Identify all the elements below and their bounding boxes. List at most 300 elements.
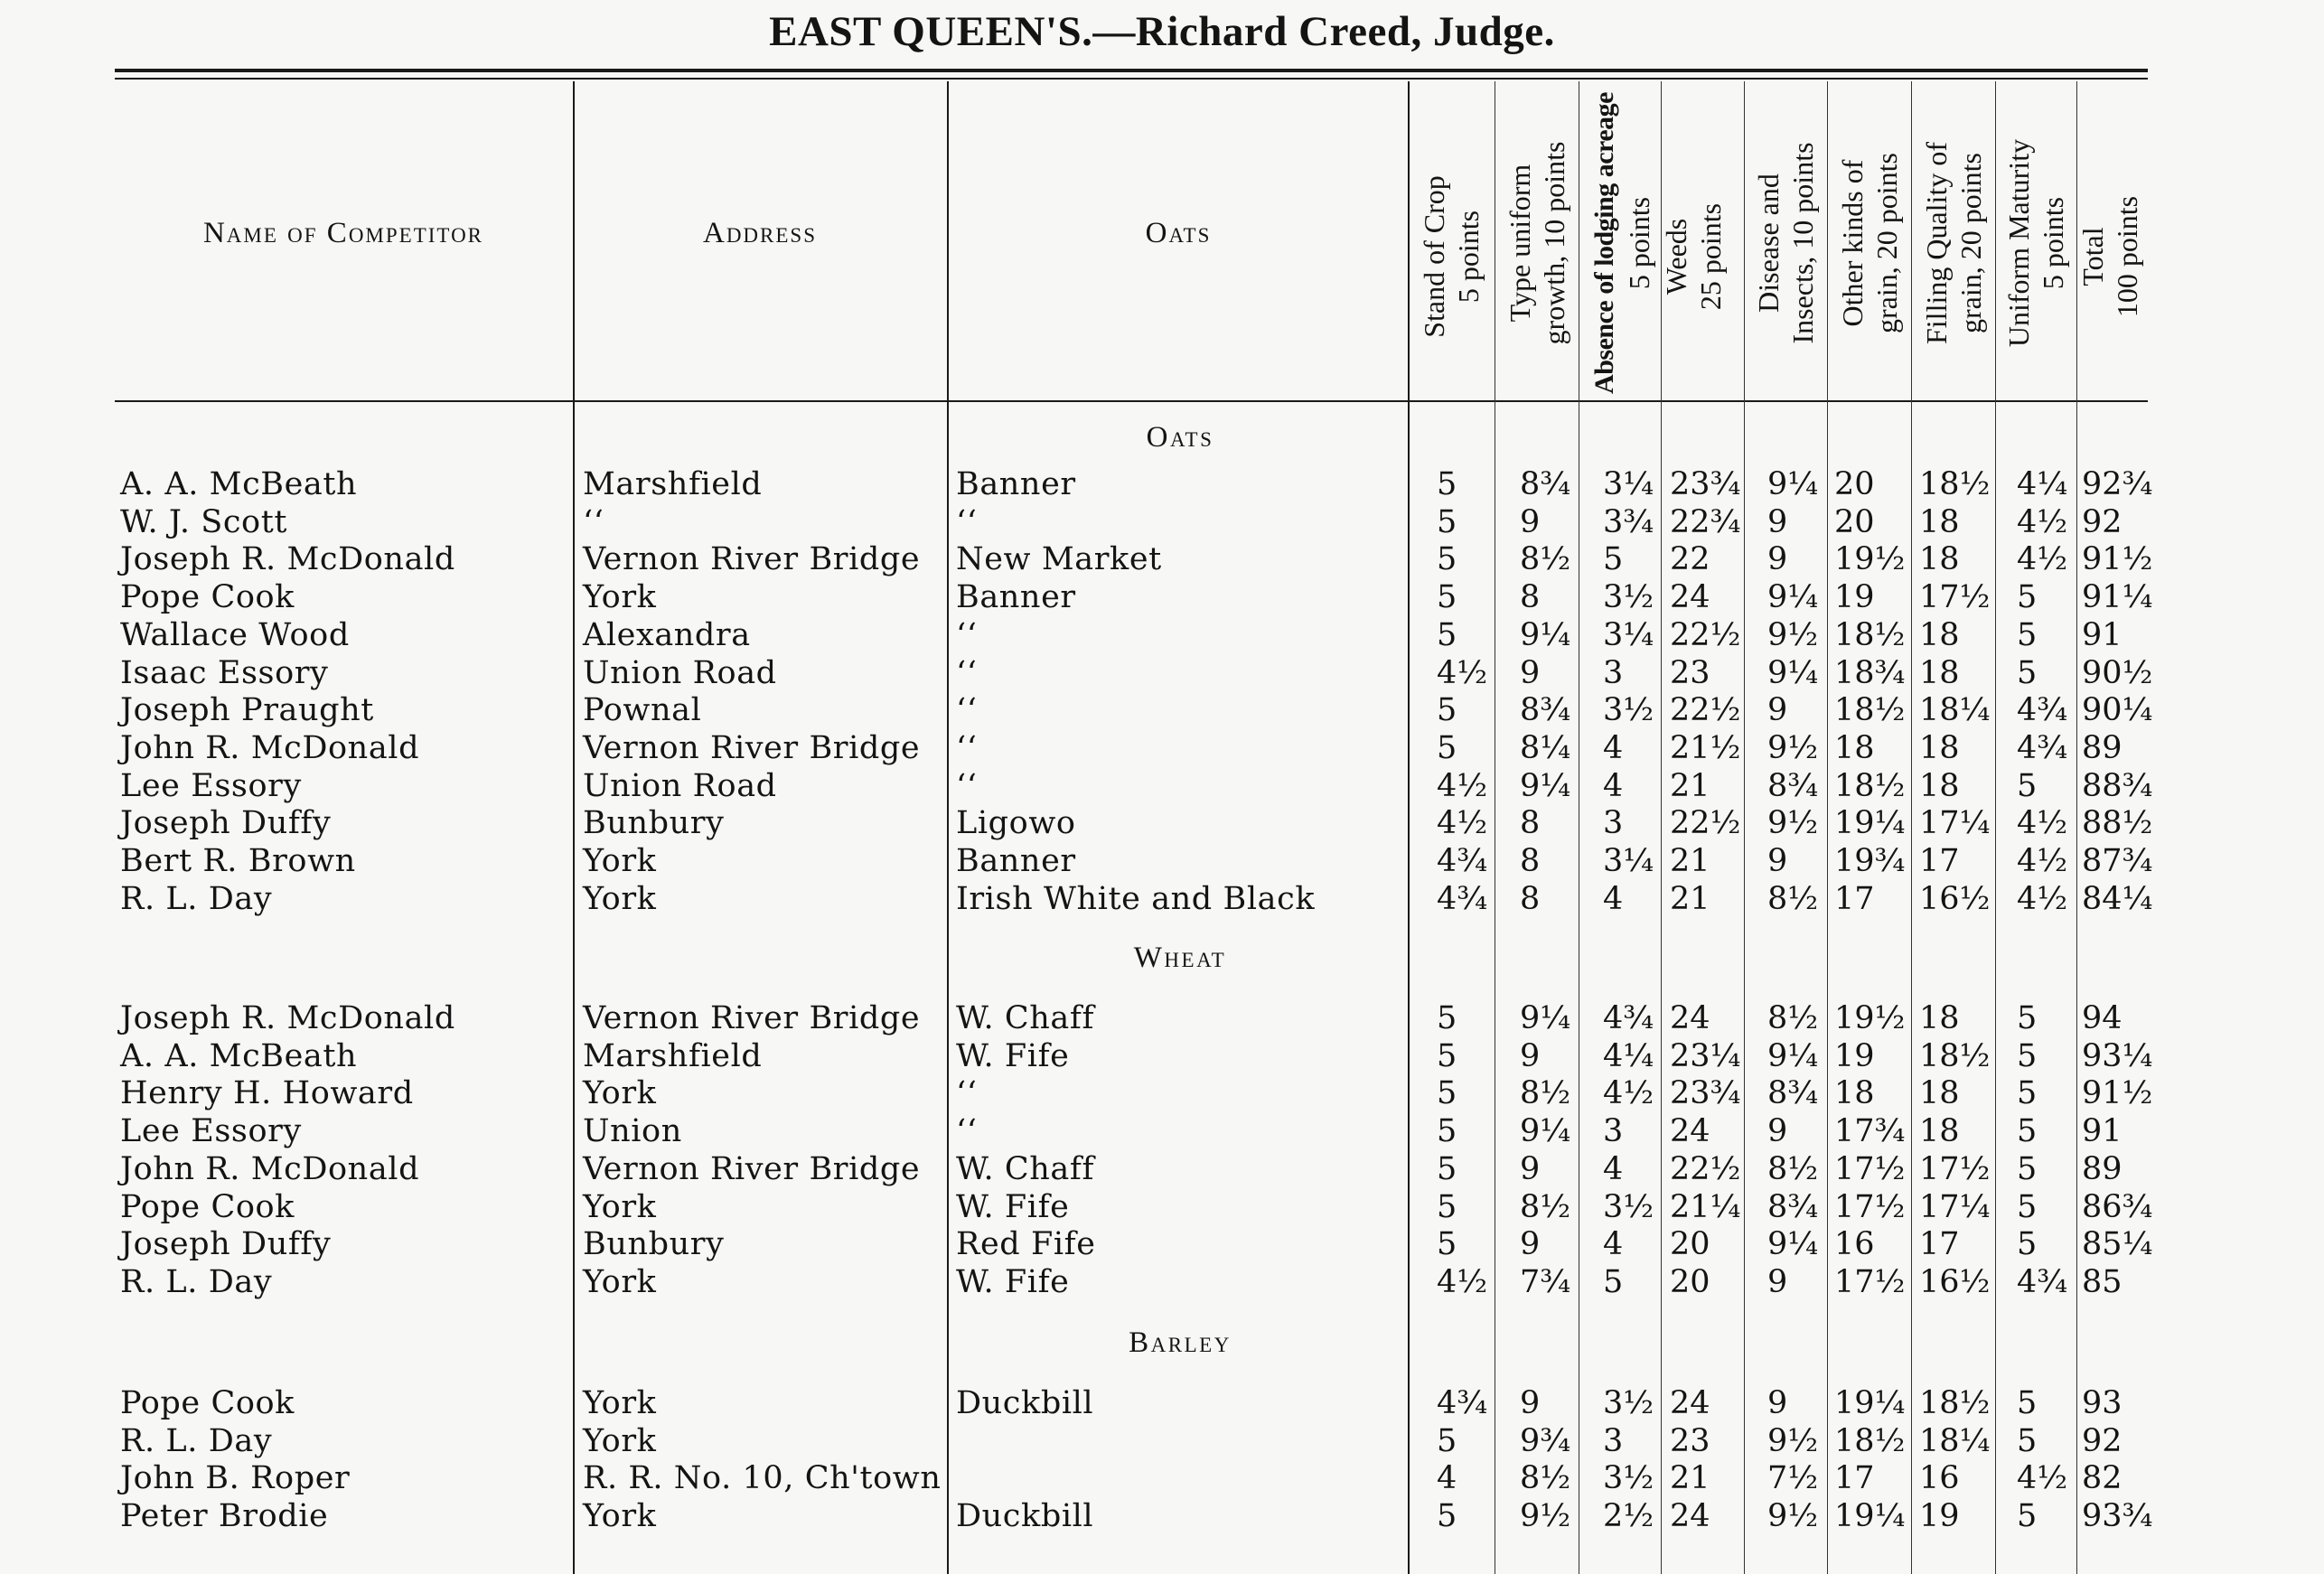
maturity-score: 4¾ [2017,729,2068,766]
competitor-name: Bert R. Brown [120,843,356,879]
type-score: 8½ [1520,541,1571,578]
weeds-score: 21¼ [1670,1188,1741,1225]
stand-score: 5 [1437,729,1457,766]
competitor-name: R. L. Day [120,1422,273,1459]
table-row [0,843,2324,879]
header-lodging: Absence of lodging acreage 5 points [1589,92,1655,394]
other-grain-score: 18½ [1834,692,1906,729]
stand-score: 4 [1437,1460,1457,1497]
address: Marshfield [583,466,763,502]
type-score: 8¾ [1520,692,1571,729]
address: York [583,1385,657,1421]
other-grain-score: 17½ [1834,1263,1906,1300]
disease-score: 9¼ [1767,1037,1819,1074]
filling-score: 18 [1919,729,1960,766]
filling-score: 17½ [1919,579,1991,616]
maturity-score: 5 [2017,1075,2038,1112]
stand-score: 5 [1437,1150,1457,1187]
stand-score: 4½ [1437,767,1488,804]
type-score: 8 [1520,880,1541,917]
filling-score: 16½ [1919,880,1991,917]
weeds-score: 23 [1670,654,1710,691]
disease-score: 8½ [1767,880,1819,917]
variety: Banner [956,466,1076,502]
address: York [583,1263,657,1300]
disease-score: 9¼ [1767,654,1819,691]
filling-score: 17 [1919,1226,1960,1263]
maturity-score: 5 [2017,1498,2038,1535]
header-type: Type uniform growth, 10 points [1504,141,1570,345]
maturity-score: 5 [2017,1037,2038,1074]
competitor-name: Joseph Duffy [120,805,332,842]
disease-score: 9 [1767,1263,1788,1300]
table-row [0,768,2324,804]
total-score: 84¼ [2082,880,2153,917]
lodging-score: 3¼ [1603,466,1654,502]
disease-score: 9 [1767,843,1788,879]
maturity-score: 5 [2017,579,2038,616]
other-grain-score: 19½ [1834,1000,1906,1036]
maturity-score: 5 [2017,1422,2038,1459]
weeds-score: 24 [1670,579,1710,616]
table-row [0,1038,2324,1074]
lodging-score: 4 [1603,1226,1624,1263]
filling-score: 16½ [1919,1263,1991,1300]
competitor-name: R. L. Day [120,880,273,917]
address: York [583,579,657,616]
maturity-score: 4½ [2017,805,2068,842]
address: R. R. No. 10, Ch'town [583,1460,942,1497]
lodging-score: 3 [1603,805,1624,842]
disease-score: 9¼ [1767,1226,1819,1263]
variety: W. Chaff [956,1150,1095,1187]
other-grain-score: 19¼ [1834,805,1906,842]
other-grain-score: 18½ [1834,616,1906,653]
header-maturity: Uniform Maturity 5 points [2002,138,2069,348]
address: York [583,1188,657,1225]
stand-score: 5 [1437,1037,1457,1074]
disease-score: 9¼ [1767,466,1819,502]
table-row [0,730,2324,766]
header-address: Address [702,217,818,249]
stand-score: 5 [1437,616,1457,653]
filling-score: 18½ [1919,1037,1991,1074]
total-score: 93¼ [2082,1037,2153,1074]
total-score: 92 [2082,503,2123,540]
variety: ‘‘ [956,729,978,766]
maturity-score: 5 [2017,1188,2038,1225]
weeds-score: 24 [1670,1000,1710,1036]
other-grain-score: 17½ [1834,1188,1906,1225]
other-grain-score: 20 [1834,503,1875,540]
disease-score: 9½ [1767,729,1819,766]
type-score: 8¾ [1520,466,1571,502]
type-score: 8½ [1520,1075,1571,1112]
other-grain-score: 19 [1834,1037,1875,1074]
type-score: 8 [1520,805,1541,842]
weeds-score: 23¾ [1670,1075,1741,1112]
competitor-name: Wallace Wood [120,616,350,653]
other-grain-score: 17¾ [1834,1113,1906,1150]
type-score: 9 [1520,1150,1541,1187]
maturity-score: 5 [2017,1000,2038,1036]
maturity-score: 5 [2017,1385,2038,1421]
table-row [0,466,2324,502]
lodging-score: 3 [1603,1113,1624,1150]
disease-score: 8¾ [1767,1075,1819,1112]
table-row [0,1075,2324,1111]
stand-score: 4½ [1437,805,1488,842]
disease-score: 9 [1767,541,1788,578]
competitor-name: John R. McDonald [120,1150,420,1187]
address: Marshfield [583,1037,763,1074]
weeds-score: 22½ [1670,692,1741,729]
type-score: 9¼ [1520,1000,1571,1036]
total-score: 85¼ [2082,1226,2153,1263]
type-score: 8¼ [1520,729,1571,766]
disease-score: 9½ [1767,1422,1819,1459]
type-score: 9 [1520,1226,1541,1263]
table-row [0,541,2324,577]
total-score: 91½ [2082,541,2153,578]
variety: ‘‘ [956,503,978,540]
stand-score: 5 [1437,1075,1457,1112]
total-score: 92¾ [2082,466,2153,502]
type-score: 9 [1520,503,1541,540]
competitor-name: John B. Roper [120,1460,351,1497]
maturity-score: 5 [2017,1113,2038,1150]
other-grain-score: 20 [1834,466,1875,502]
type-score: 9¾ [1520,1422,1571,1459]
stand-score: 5 [1437,692,1457,729]
address: Bunbury [583,1226,725,1263]
table-row [0,1113,2324,1149]
lodging-score: 4¼ [1603,1037,1654,1074]
table-row [0,1460,2324,1496]
other-grain-score: 18¾ [1834,654,1906,691]
variety: W. Fife [956,1188,1070,1225]
filling-score: 18 [1919,503,1960,540]
type-score: 8½ [1520,1460,1571,1497]
filling-score: 17½ [1919,1150,1991,1187]
variety: W. Fife [956,1037,1070,1074]
stand-score: 5 [1437,466,1457,502]
header-total: Total 100 points [2076,195,2143,318]
filling-score: 18 [1919,1000,1960,1036]
maturity-score: 5 [2017,616,2038,653]
variety: Banner [956,843,1076,879]
other-grain-score: 19 [1834,579,1875,616]
stand-score: 4¾ [1437,1385,1488,1421]
weeds-score: 21 [1670,767,1710,804]
header-filling: Filling Quality of grain, 20 points [1920,142,1987,344]
header-disease: Disease and Insects, 10 points [1752,142,1819,344]
address: Alexandra [583,616,751,653]
disease-score: 9½ [1767,616,1819,653]
other-grain-score: 19½ [1834,541,1906,578]
disease-score: 8½ [1767,1150,1819,1187]
stand-score: 5 [1437,1498,1457,1535]
table-row [0,805,2324,841]
stand-score: 5 [1437,1113,1457,1150]
maturity-score: 5 [2017,767,2038,804]
address: York [583,1498,657,1535]
filling-score: 17 [1919,843,1960,879]
total-score: 91 [2082,1113,2123,1150]
stand-score: 4½ [1437,654,1488,691]
other-grain-score: 18½ [1834,1422,1906,1459]
other-grain-score: 17½ [1834,1150,1906,1187]
filling-score: 16 [1919,1460,1960,1497]
section-heading-wheat: Wheat [1133,942,1227,974]
weeds-score: 22¾ [1670,503,1741,540]
variety: ‘‘ [956,616,978,653]
variety: ‘‘ [956,767,978,804]
variety: Red Fife [956,1226,1096,1263]
lodging-score: 4¾ [1603,1000,1654,1036]
competitor-name: Joseph R. McDonald [120,1000,455,1036]
competitor-name: Joseph R. McDonald [120,541,455,578]
disease-score: 9 [1767,1113,1788,1150]
other-grain-score: 17 [1834,880,1875,917]
page-title: EAST QUEEN'S.—Richard Creed, Judge. [769,8,1555,55]
total-score: 88¾ [2082,767,2153,804]
weeds-score: 21 [1670,880,1710,917]
address: York [583,843,657,879]
disease-score: 9½ [1767,805,1819,842]
total-score: 93¾ [2082,1498,2153,1535]
maturity-score: 4½ [2017,880,2068,917]
type-score: 9¼ [1520,1113,1571,1150]
maturity-score: 5 [2017,1226,2038,1263]
type-score: 8 [1520,843,1541,879]
weeds-score: 22½ [1670,805,1741,842]
weeds-score: 21½ [1670,729,1741,766]
lodging-score: 3½ [1603,1188,1654,1225]
address: ‘‘ [583,503,604,540]
competitor-name: Isaac Essory [120,654,329,691]
address: Union [583,1113,682,1150]
table-row [0,1151,2324,1187]
weeds-score: 22 [1670,541,1710,578]
type-score: 9 [1520,1385,1541,1421]
lodging-score: 3¾ [1603,503,1654,540]
stand-score: 5 [1437,1226,1457,1263]
address: York [583,1075,657,1112]
weeds-score: 22½ [1670,616,1741,653]
filling-score: 19 [1919,1498,1960,1535]
filling-score: 18½ [1919,1385,1991,1421]
lodging-score: 4 [1603,729,1624,766]
lodging-score: 4 [1603,880,1624,917]
address: Bunbury [583,805,725,842]
lodging-score: 5 [1603,1263,1624,1300]
other-grain-score: 18 [1834,729,1875,766]
stand-score: 4½ [1437,1263,1488,1300]
competitor-name: Lee Essory [120,1113,302,1150]
total-score: 94 [2082,1000,2123,1036]
total-score: 86¾ [2082,1188,2153,1225]
header-stand: Stand of Crop 5 points [1418,175,1485,338]
other-grain-score: 19¼ [1834,1498,1906,1535]
table-row [0,1226,2324,1262]
filling-score: 18½ [1919,466,1991,502]
filling-score: 17¼ [1919,1188,1991,1225]
other-grain-score: 17 [1834,1460,1875,1497]
table-row [0,1385,2324,1421]
table-row [0,1264,2324,1300]
filling-score: 18¼ [1919,692,1991,729]
type-score: 8½ [1520,1188,1571,1225]
table-row [0,881,2324,917]
other-grain-score: 16 [1834,1226,1875,1263]
variety: Duckbill [956,1385,1094,1421]
variety: Banner [956,579,1076,616]
address: York [583,880,657,917]
top-double-rule-upper [115,69,2148,72]
type-score: 9 [1520,654,1541,691]
lodging-score: 4 [1603,1150,1624,1187]
maturity-score: 5 [2017,1150,2038,1187]
total-score: 82 [2082,1460,2123,1497]
lodging-score: 4 [1603,767,1624,804]
total-score: 91¼ [2082,579,2153,616]
disease-score: 9½ [1767,1498,1819,1535]
address: Pownal [583,692,702,729]
weeds-score: 20 [1670,1226,1710,1263]
variety: Duckbill [956,1498,1094,1535]
filling-score: 18 [1919,654,1960,691]
stand-score: 5 [1437,579,1457,616]
competitor-name: Joseph Duffy [120,1226,332,1263]
variety: ‘‘ [956,692,978,729]
disease-score: 8¾ [1767,767,1819,804]
filling-score: 18 [1919,767,1960,804]
variety: New Market [956,541,1162,578]
maturity-score: 4½ [2017,541,2068,578]
weeds-score: 24 [1670,1385,1710,1421]
total-score: 89 [2082,1150,2123,1187]
header-other-grain: Other kinds of grain, 20 points [1836,153,1903,333]
lodging-score: 4½ [1603,1075,1654,1112]
total-score: 85 [2082,1263,2123,1300]
lodging-score: 3¼ [1603,616,1654,653]
filling-score: 18 [1919,616,1960,653]
variety: ‘‘ [956,1075,978,1112]
maturity-score: 4¾ [2017,1263,2068,1300]
disease-score: 8¾ [1767,1188,1819,1225]
variety: Ligowo [956,805,1076,842]
type-score: 7¾ [1520,1263,1571,1300]
total-score: 92 [2082,1422,2123,1459]
table-row [0,1498,2324,1534]
table-row [0,579,2324,615]
lodging-score: 3½ [1603,692,1654,729]
weeds-score: 21 [1670,843,1710,879]
type-score: 9 [1520,1037,1541,1074]
competitor-name: A. A. McBeath [120,466,358,502]
filling-score: 18 [1919,1113,1960,1150]
address: Vernon River Bridge [583,541,921,578]
weeds-score: 24 [1670,1498,1710,1535]
address: Vernon River Bridge [583,1150,921,1187]
disease-score: 9 [1767,1385,1788,1421]
address: York [583,1422,657,1459]
variety: W. Chaff [956,1000,1095,1036]
stand-score: 4¾ [1437,880,1488,917]
total-score: 91 [2082,616,2123,653]
type-score: 8 [1520,579,1541,616]
competitor-name: Joseph Praught [120,692,374,729]
variety: ‘‘ [956,654,978,691]
total-score: 93 [2082,1385,2123,1421]
lodging-score: 2½ [1603,1498,1654,1535]
stand-score: 5 [1437,1000,1457,1036]
filling-score: 18 [1919,1075,1960,1112]
section-heading-barley: Barley [1129,1326,1232,1359]
competitor-name: A. A. McBeath [120,1037,358,1074]
disease-score: 8½ [1767,1000,1819,1036]
filling-score: 18 [1919,541,1960,578]
weeds-score: 20 [1670,1263,1710,1300]
type-score: 9¼ [1520,616,1571,653]
table-row [0,617,2324,653]
total-score: 90½ [2082,654,2153,691]
filling-score: 18¼ [1919,1422,1991,1459]
maturity-score: 4½ [2017,503,2068,540]
weeds-score: 23 [1670,1422,1710,1459]
competitor-name: Pope Cook [120,1385,295,1421]
table-row [0,692,2324,728]
lodging-score: 3¼ [1603,843,1654,879]
header-weeds: Weeds 25 points [1660,202,1727,311]
stand-score: 5 [1437,1422,1457,1459]
lodging-score: 5 [1603,541,1624,578]
weeds-score: 23¼ [1670,1037,1741,1074]
section-heading-oats: Oats [1146,421,1214,454]
disease-score: 9 [1767,692,1788,729]
weeds-score: 21 [1670,1460,1710,1497]
table-row [0,1189,2324,1225]
stand-score: 5 [1437,1188,1457,1225]
header-name: Name of Competitor [202,217,484,249]
variety: Irish White and Black [956,880,1316,917]
other-grain-score: 18½ [1834,767,1906,804]
other-grain-score: 18 [1834,1075,1875,1112]
table-row [0,1000,2324,1036]
competitor-name: W. J. Scott [120,503,288,540]
competitor-name: Henry H. Howard [120,1075,414,1112]
table-row [0,504,2324,540]
competitor-name: Pope Cook [120,1188,295,1225]
filling-score: 17¼ [1919,805,1991,842]
competitor-name: Peter Brodie [120,1498,329,1535]
variety: ‘‘ [956,1113,978,1150]
weeds-score: 24 [1670,1113,1710,1150]
maturity-score: 4½ [2017,843,2068,879]
competitor-name: Lee Essory [120,767,302,804]
maturity-score: 4½ [2017,1460,2068,1497]
lodging-score: 3 [1603,654,1624,691]
disease-score: 9 [1767,503,1788,540]
type-score: 9½ [1520,1498,1571,1535]
maturity-score: 5 [2017,654,2038,691]
stand-score: 5 [1437,503,1457,540]
total-score: 90¼ [2082,692,2153,729]
total-score: 88½ [2082,805,2153,842]
disease-score: 7½ [1767,1460,1819,1497]
lodging-score: 3½ [1603,1460,1654,1497]
